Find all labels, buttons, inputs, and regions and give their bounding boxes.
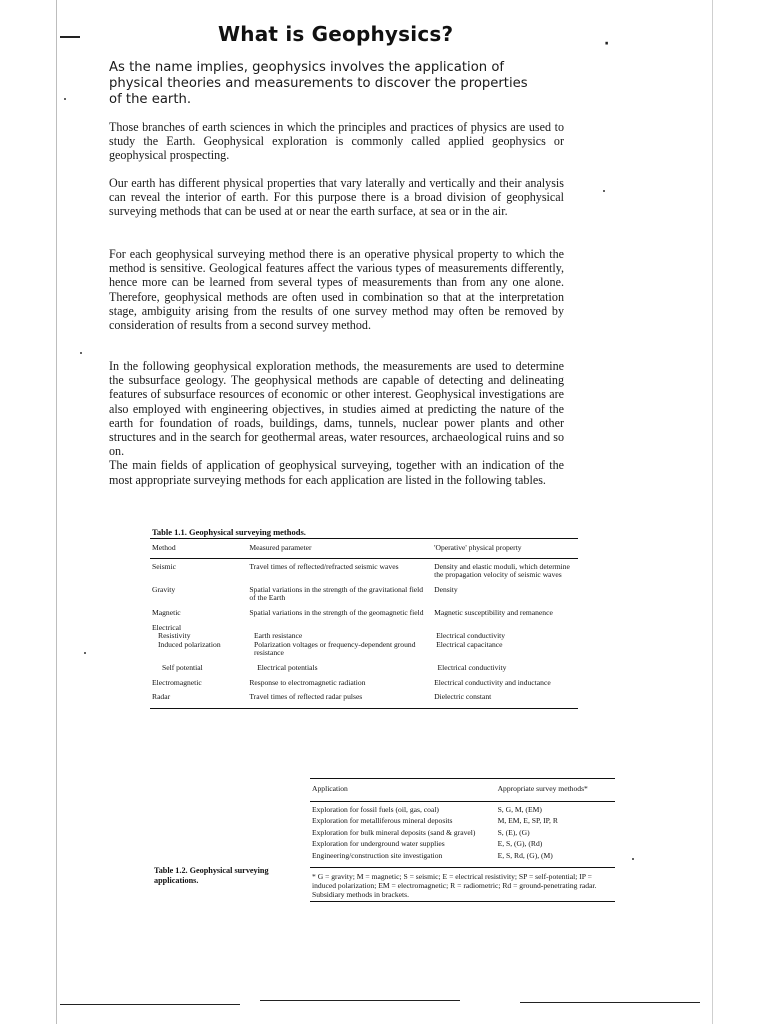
table-row — [150, 679, 578, 688]
cell-application: Exploration for fossil fuels (oil, gas, coal) — [312, 804, 439, 814]
scan-mark — [60, 36, 80, 38]
cell-methods: E, S, (G), (Rd) — [497, 839, 543, 849]
body-paragraph-5-text: The main fields of application of geophysical surveying, together with an indication of the most appropriate surveying methods for each application are listed in the following tables. — [109, 458, 564, 487]
table-rule — [310, 801, 615, 802]
table-2-footnote: * G = gravity; M = magnetic; S = seismic; E = electrical resistivity; SP = self-potential; IP = induced polarization; EM = electromagnetic; R = radiometric; Rd = ground-penetrating radar. Subsidiary methods in brackets. — [312, 871, 597, 899]
cell-methods: M, EM, E, SP, IP, R — [497, 816, 558, 826]
cell-method: Gravity — [152, 584, 176, 594]
body-paragraph-1: Those branches of earth sciences in which the principles and practices of physics are used to study the Earth. Geophysical exploration is commonly called applied geophysics or geophysical prospecting. — [109, 120, 564, 163]
table-rule — [310, 901, 615, 902]
column-header-methods: Appropriate survey methods* — [497, 784, 588, 793]
cell-method: Self potential — [162, 662, 203, 672]
table-row — [150, 641, 578, 658]
cell-property: Electrical capacitance — [436, 639, 503, 649]
body-paragraph-4 — [109, 359, 564, 487]
cell-method: Radar — [152, 692, 171, 702]
table-row — [310, 806, 615, 815]
table-row — [310, 840, 615, 849]
scan-bottom-line — [60, 1004, 240, 1005]
table-row — [150, 693, 578, 702]
cell-parameter: Earth resistance — [253, 631, 303, 641]
cell-parameter: Electrical potentials — [257, 662, 318, 672]
cell-parameter: Spatial variations in the strength of the gravitational field of the Earth — [249, 584, 424, 603]
table-row — [150, 624, 578, 633]
cell-parameter: Response to electromagnetic radiation — [249, 677, 366, 687]
cell-application: Exploration for metalliferous mineral deposits — [312, 816, 453, 826]
cell-property: Electrical conductivity — [437, 662, 507, 672]
table-header-row — [150, 539, 578, 558]
cell-property: Density — [434, 584, 458, 594]
lead-paragraph: As the name implies, geophysics involves the application of physical theories and measurements to discover the properties of the earth. — [109, 60, 528, 107]
table-rule — [150, 558, 578, 559]
table-2-caption: Table 1.2. Geophysical surveying applications. — [154, 866, 269, 885]
table-row — [150, 664, 578, 673]
cell-property: Electrical conductivity — [436, 631, 506, 641]
table-row — [150, 609, 578, 618]
cell-method: Seismic — [152, 561, 177, 571]
table-row — [310, 829, 615, 838]
table-1-caption: Table 1.1. Geophysical surveying methods. — [152, 527, 306, 537]
column-header-application: Application — [312, 784, 348, 793]
column-header-property: 'Operative' physical property — [434, 543, 522, 552]
cell-methods: E, S, Rd, (G), (M) — [497, 850, 553, 860]
table-header-row — [310, 779, 615, 801]
scan-right-edge — [712, 0, 713, 1024]
table-1 — [150, 538, 578, 709]
cell-property: Magnetic susceptibility and remanence — [434, 607, 553, 617]
cell-methods: S, G, M, (EM) — [497, 804, 542, 814]
cell-method: Resistivity — [158, 631, 191, 641]
cell-methods: S, (E), (G) — [497, 827, 530, 837]
cell-application: Exploration for underground water supplies — [312, 839, 445, 849]
cell-parameter: Spatial variations in the strength of the geomagnetic field — [249, 607, 424, 617]
table-2 — [310, 778, 615, 902]
body-paragraph-4-text: In the following geophysical exploration methods, the measurements are used to determine the subsurface geology. The geophysical methods are capable of detecting and delineating features of subsurface resources of economic or other interest. Geophysical investigations are also employed with engineering objectives, in studies aimed at predicting the nature of the earth for foundation of roads, buildings, dams, tunnels, nuclear power plants and other structures and in the search for geothermal areas, water resources, archaeological ruins and so on. — [109, 359, 564, 459]
column-header-parameter: Measured parameter — [249, 543, 312, 552]
scan-bottom-line — [520, 1002, 700, 1003]
column-header-method: Method — [152, 543, 176, 552]
table-row — [310, 852, 615, 861]
scan-page-marker: · — [604, 36, 610, 52]
table-rule — [150, 708, 578, 709]
cell-property: Dielectric constant — [434, 692, 492, 702]
cell-parameter: Travel times of reflected radar pulses — [249, 692, 363, 702]
cell-method: Magnetic — [152, 607, 181, 617]
scan-speck — [64, 98, 66, 100]
cell-method: Electrical — [152, 622, 182, 632]
page-title: What is Geophysics? — [218, 22, 454, 46]
scan-speck — [84, 652, 86, 654]
scan-left-edge — [56, 0, 57, 1024]
table-row — [310, 817, 615, 826]
table-row — [150, 586, 578, 603]
scan-speck — [80, 352, 82, 354]
cell-method: Electromagnetic — [152, 677, 202, 687]
table-row — [150, 563, 578, 580]
scan-bottom-line — [260, 1000, 460, 1001]
cell-parameter: Travel times of reflected/refracted seismic waves — [249, 561, 399, 571]
cell-application: Engineering/construction site investigation — [312, 850, 443, 860]
scan-speck — [603, 190, 605, 192]
scan-speck — [632, 858, 634, 860]
cell-property: Density and elastic moduli, which determine the propagation velocity of seismic waves — [434, 561, 570, 580]
cell-property: Electrical conductivity and inductance — [434, 677, 551, 687]
cell-method: Induced polarization — [158, 639, 221, 649]
body-paragraph-3: For each geophysical surveying method there is an operative physical property to which the method is sensitive. Geological features affect the various types of measurements differently, hence more can be learned from several types of measurements than from any one alone. Therefore, geophysical methods are often used in combination so that at the interpretation stage, ambiguity arising from the results of one survey method may often be removed by consideration of results from a second survey method. — [109, 247, 564, 333]
cell-application: Exploration for bulk mineral deposits (sand & gravel) — [312, 827, 476, 837]
cell-parameter: Polarization voltages or frequency-dependent ground resistance — [253, 639, 416, 658]
body-paragraph-2: Our earth has different physical properties that vary laterally and vertically and their analysis can reveal the interior of earth. For this purpose there is a broad division of geophysical surveying methods that can be used at or near the earth surface, at sea or in the air. — [109, 176, 564, 219]
